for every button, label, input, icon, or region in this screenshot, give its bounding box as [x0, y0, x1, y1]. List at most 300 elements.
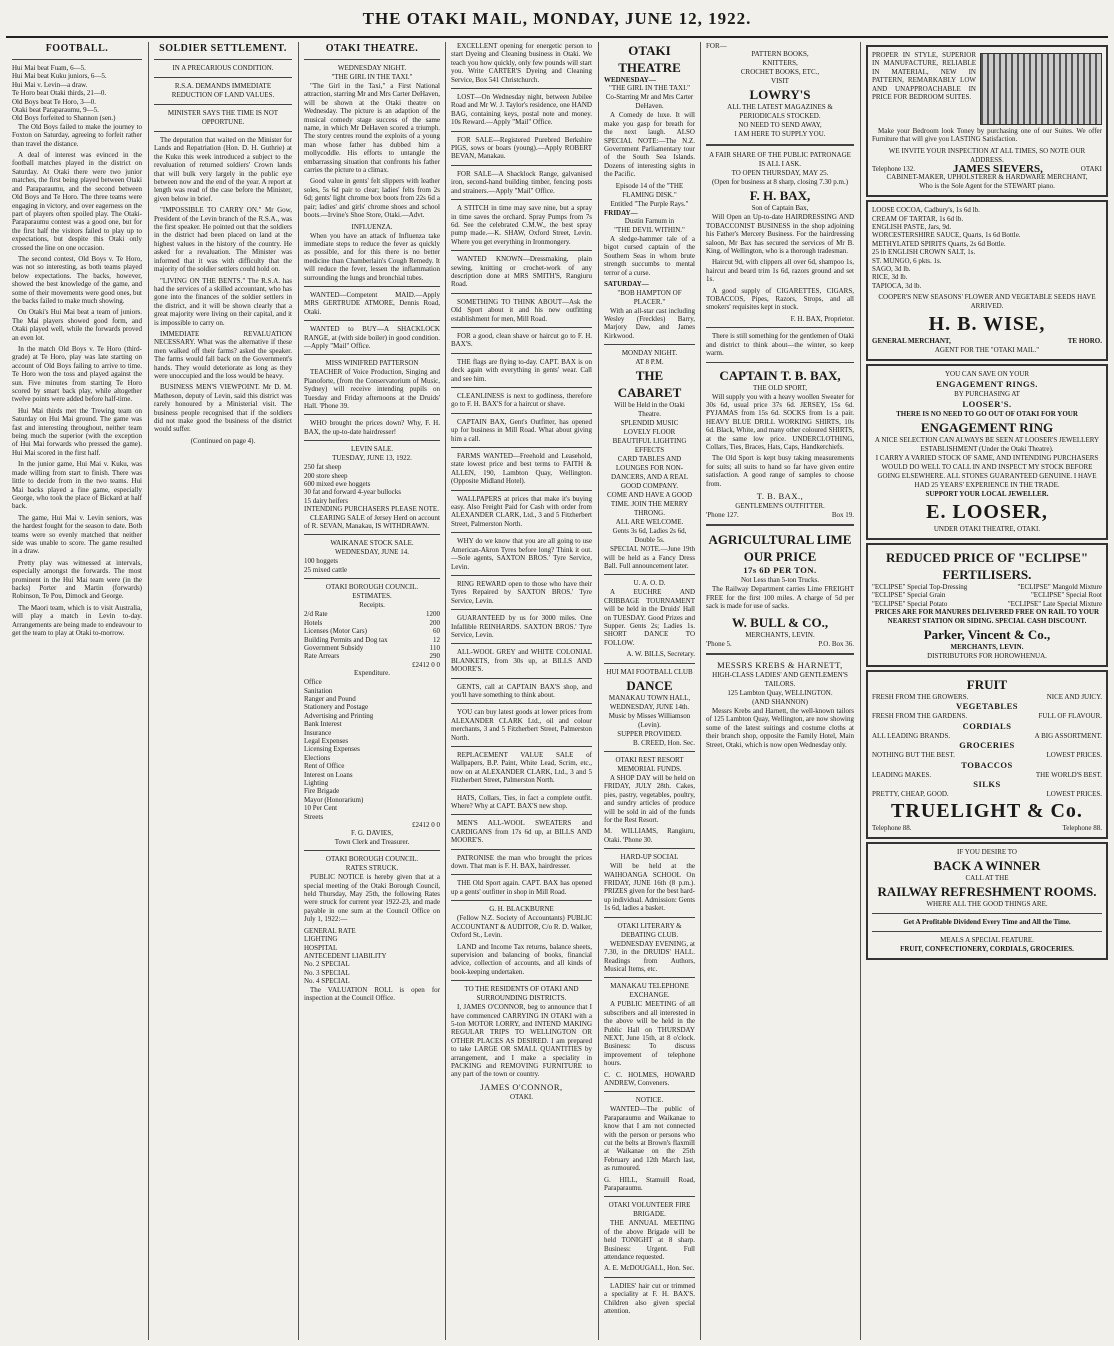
divider: [451, 575, 592, 576]
notice-signature: B. CREED, Hon. Sec.: [632, 738, 695, 747]
eclipse-row: "ECLIPSE" Special Potato "ECLIPSE" Late Special Mixture: [872, 599, 1102, 608]
subheading: NOTICE.: [635, 1096, 664, 1105]
masthead: [0, 0, 1114, 38]
article-paragraph: A deal of interest was evinced in the football matches played in the district on Saturday. At Otaki there were two junior matches, the first being played between Otaki and Paraparaumu, and the second between Old Boys and Te Horo. The three teams were engaging in victory, and over eagerness on the part of players often spoiled play. The Otaki-Paraparaumu contest was a good one, but for the first half the visitors failed to play up to expectations, but despite this Otaki only crossed the line on one occasion.: [12, 151, 142, 252]
bax-hours: (Open for business at 8 sharp, closing 7.30 p.m.): [711, 178, 849, 187]
divider: [604, 663, 695, 664]
fruit-line: NOTHING BUT THE BEST. LOWEST PRICES.: [872, 751, 1102, 760]
notice-text: SPECIAL NOTE.—June 19th will be held as a Fancy Dress Ball. Full announcement later.: [604, 545, 695, 570]
subheading: ESTIMATES.: [352, 592, 392, 601]
divider: [451, 387, 592, 388]
classified-ad: A STITCH in time may save nine, but a spray in time saves the orchard. Spray Pumps from 7s 6d. See the celebrated C.M.W., the best spray pump made.—K. SHAW, Oxford Street, Levin. Where you get everything in Ironmongery.: [451, 204, 592, 246]
article-paragraph: "The Girl in the Taxi," a First National attraction, starring Mr and Mrs Carter DeHaven, will be shown at the Otaki theatre on Wednesday. The picture is an adaption of the musical comedy stage success of the same name, in which Mr DeHaven scored a triumph. The story centres round the exploits of a young man whose father has dubbed him a mollycoddle. His efforts to untangle the embarrassing situation that confronts his father carries the picture to a climax.: [304, 82, 440, 175]
rate-item: HOSPITAL: [304, 943, 338, 952]
lime-text: The Railway Department carries Lime FREIGHT FREE for the first 100 miles. A charge of 5d per sack is made for use of sacks.: [706, 585, 854, 611]
classified-ad: FOR SALE—A Shacklock Range, galvanised iron, second-hand building timber, fencing posts and strainers.—Apply "Mail" Office.: [451, 169, 592, 195]
krebs-sub: HIGH-CLASS LADIES' AND GENTLEMEN'S TAILORS.: [712, 671, 848, 688]
signature: F. G. DAVIES,: [351, 829, 393, 838]
looser-ad: [866, 364, 1108, 540]
divider: [451, 131, 592, 132]
lime-sub: Not Less than 5-ton Trucks.: [741, 576, 819, 585]
article-paragraph: The Old Boys failed to make the journey to Foxton on Saturday, agreeing to forfeit rather than travel the distance.: [12, 122, 142, 148]
expenditure-item: Legal Expenses: [304, 736, 349, 745]
subheading: Will be Held in the Otaki Theatre.: [614, 401, 685, 419]
receipt-row: Rate Arrears 290: [304, 652, 440, 661]
divider: [451, 293, 592, 294]
expenditure-item: Insurance: [304, 728, 332, 737]
winner-text: CALL AT THE: [965, 873, 1009, 882]
looser-support: SUPPORT YOUR LOCAL JEWELLER.: [925, 489, 1049, 498]
fruit-line: FRESH FROM THE GARDENS. FULL OF FLAVOUR.: [872, 712, 1102, 721]
divider: [451, 874, 592, 875]
fruit-category: CORDIALS: [962, 720, 1012, 731]
divider: [604, 574, 695, 575]
krebs-note: (AND SHANNON): [752, 698, 808, 706]
winner-text: WHERE ALL THE GOOD THINGS ARE.: [926, 899, 1048, 908]
sievers-title-row: Telephone 132. JAMES SIEVERS, OTAKI: [872, 162, 1102, 175]
classified-ad: CLEANLINESS is next to godliness, therefore go to F. H. BAX'S for a haircut or shave.: [451, 392, 592, 409]
sale-item: 100 hoggets: [304, 557, 339, 566]
divider: [304, 286, 440, 287]
looser-text: BY PURCHASING AT: [954, 389, 1020, 398]
wise-role-row: GENERAL MERCHANT, TE HORO.: [872, 337, 1102, 346]
divider: [304, 320, 440, 321]
classified-ad: PATRONISE the man who brought the prices down. That man is F. H. BAX, hairdresser.: [451, 853, 592, 871]
article-paragraph: The game, Hui Mai v. Levin seniors, was the hardest fought for the season to date. Both teams were so evenly matched that neither side was unable to score. The game resulted in a draw.: [12, 513, 142, 556]
ticket-prices: Gents 3s 6d, Ladies 2s 6d, Double 5s.: [612, 527, 687, 545]
classified-ad: FARMS WANTED—Freehold and Leasehold, state lowest price and best terms to FAITH & ALLEN, 190, Lambton Quay, Wellington. (Opposite Midland Hotel).: [451, 452, 592, 486]
expenditure-item: Ranger and Pound: [304, 694, 356, 703]
divider: [451, 814, 592, 815]
serial-title: Episode 14 of the "THE FLAMING DISK.": [615, 181, 684, 199]
eclipse-heading: REDUCED PRICE OF "ECLIPSE" FERTILISERS.: [885, 549, 1089, 582]
article-paragraph: In the junior game, Hui Mai v. Kuku, was made willing from start to finish. There was little to decide from in the two teams. Hui Mai backs played a fine game, especially George, who took the place of Bickard at half back.: [12, 460, 142, 511]
classified-ad: HATS, Collars, Ties, in fact a complete outfit. Where? Why at CAPT. BAX'S new shop.: [451, 793, 592, 811]
expenditure-item: Sanitation: [304, 686, 333, 695]
winner-fruit: FRUIT, CONFECTIONERY, CORDIALS, GROCERIES.: [900, 944, 1074, 953]
looser-text: THERE IS NO NEED TO GO OUT OF OTAKI FOR YOUR: [896, 409, 1078, 418]
truelight-name: TRUELIGHT & Co.: [891, 800, 1083, 823]
dance-music: Music by Misses Williamson (Levin).: [608, 711, 691, 729]
grocery-item: SAGO, 3d lb.: [872, 265, 911, 274]
classifieds-column: [451, 42, 592, 1340]
divider: [604, 1196, 695, 1197]
looser-under: UNDER OTAKI THEATRE, OTAKI.: [933, 524, 1041, 533]
result-item: Te Horo beat Otaki thirds, 21—0.: [12, 89, 107, 98]
divider: [304, 414, 440, 415]
divider: [154, 77, 292, 78]
divider: [451, 353, 592, 354]
classified-ad: CLEARING SALE of Jersey Herd on account of R. SEVAN, Manakau, IS WITHDRAWN.: [304, 513, 440, 531]
column-rule: [700, 42, 701, 1340]
divider: [604, 751, 695, 752]
bax-prices: Haircut 9d, with clippers all over 6d, shampoo 1s, haircut and beard trim 1s 6d, razors ground and set 1s.: [706, 258, 854, 284]
divider: [451, 532, 592, 533]
notice-signature: C. C. HOLMES, HOWARD ANDREW, Conveners.: [604, 1070, 695, 1087]
fruit-category: TOBACCOS: [961, 759, 1013, 770]
sale-item: 30 fat and forward 4-year bullocks: [304, 488, 401, 497]
subheading: HARD-UP SOCIAL: [620, 853, 679, 862]
sale-date: WEDNESDAY, JUNE 14.: [335, 548, 409, 557]
divider: [604, 977, 695, 978]
truelight-phones: Telephone 88. Telephone 88.: [872, 824, 1102, 833]
expenditure-item: Licensing Expenses: [304, 745, 360, 754]
subheading: OTAKI BOROUGH COUNCIL.: [325, 855, 419, 864]
film-title: "THE GIRL IN THE TAXI.": [608, 84, 691, 93]
product-item: KNITTERS,: [762, 59, 798, 68]
subheading: TO THE RESIDENTS OF OTAKI AND SURROUNDING DISTRICTS.: [464, 985, 579, 1003]
bax-signature: F. H. BAX, Proprietor.: [790, 314, 854, 323]
grocery-item: ENGLISH PASTE, Jars, 9d.: [872, 223, 952, 232]
divider: [872, 931, 1102, 932]
divider: [604, 344, 695, 345]
sievers-ad: [866, 45, 1108, 197]
masthead-title: THE OTAKI MAIL, MONDAY, JUNE 12, 1922.: [362, 9, 752, 28]
column-rule: [860, 42, 861, 1340]
column-rule: [445, 42, 446, 1340]
classified-ad: WHY do we know that you are all going to use American-Akron Tyres before long? Think it out.—Sole agents, SAXTON BROS.' Tyre Service, Levin.: [451, 537, 592, 571]
cabaret-item: COME AND HAVE A GOOD TIME. JOIN THE MERRY THRONG.: [606, 491, 693, 518]
classified-ad: FOR a good, clean shave or haircut go to F. H. BAX'S.: [451, 331, 592, 349]
result-item: Old Boys forfeited to Shannon (sen.): [12, 114, 116, 123]
divider: [604, 1091, 695, 1092]
subheading: AT 8 P.M.: [635, 358, 664, 367]
classified-ad: WANTED—Competent MAID.—Apply MRS GERTRUDE ATMORE, Dennis Road, Otaki.: [304, 290, 440, 316]
looser-name: LOOSER'S.: [962, 398, 1012, 409]
divider: [304, 850, 440, 851]
receipt-row: 2/d Rate 1200: [304, 610, 440, 619]
article-paragraph: BUSINESS MEN'S VIEWPOINT. Mr D. M. Matheson, deputy of Levin, said this district was rarely honoured by a Ministerial visit. The business people recognised that if the soldiers did not make good the business of the district would suffer.: [154, 383, 292, 434]
divider: [451, 447, 592, 448]
subheading: OTAKI BOROUGH COUNCIL.: [325, 583, 419, 592]
grocery-item: 25 lb ENGLISH CROWN SALT, 1s.: [872, 248, 976, 257]
serial-episode: Entitled "The Purple Rays.": [610, 199, 689, 208]
dance-date: WEDNESDAY, JUNE 14th.: [609, 702, 690, 711]
eclipse-note: PRICES ARE FOR MANURES DELIVERED FREE ON RAIL TO YOUR NEAREST STATION OR SIDING. SPECIAL CASH DISCOUNT.: [874, 607, 1100, 625]
divider: [304, 534, 440, 535]
subheading: OTAKI REST RESORT MEMORIAL FUNDS.: [615, 756, 684, 773]
day-heading: SATURDAY—: [604, 280, 649, 289]
advert-paragraph: Good value in gents' felt slippers with leather soles, 5s 6d pair to clear; ladies' felts from 2s 6d; gents' light chrome box boots from 22s 6d a pair; ladies' and girls' chrome shoes and school boots.—Irvine's Shoe Store, Otaki.—Advt.: [304, 177, 440, 220]
subheading: INFLUENZA.: [351, 222, 393, 231]
result-item: Hui Mai beat Fuam, 6—5.: [12, 64, 86, 72]
sale-item: 600 mixed ewe hoggets: [304, 480, 371, 489]
article-paragraph: Pretty play was witnessed at intervals, especially amongst the forwards. The most prominent in the Hui Mai team were (in the backs) Porter and Martin (forwards) Robinson, Te Pou, Dimock and George.: [12, 558, 142, 601]
film-text: A Comedy de luxe. It will make you gasp for breath for the next laugh. ALSO SPECIAL NOTE:—The N.Z. Government Parliamentary tour of the South Sea Islands. Dozens of interesting sights in the Pacific.: [604, 111, 695, 179]
divider: [706, 524, 854, 526]
looser-text: YOU CAN SAVE ON YOUR: [944, 369, 1029, 378]
expenditure-item: Interest on Loans: [304, 770, 353, 779]
football-heading: FOOTBALL.: [45, 43, 109, 54]
sievers-text: PROPER IN STYLE, SUPERIOR IN MANUFACTURE, RELIABLE IN MATERIAL, NEW IN PATTERN, REMARKABLY LOW AND UNAPPROACHABLE IN PRICE FOR BEDROOM SUITES.: [872, 51, 976, 102]
eclipse-row: "ECLIPSE" Special Top-Dressing "ECLIPSE" Mangold Mixture: [872, 582, 1102, 591]
krebs-text: Messrs Krebs and Harnett, the well-known tailors of 125 Lambton Quay, Wellington, are now showing some of the latest suitings and costume cloths at their branch shop, opposite the Family Hotel, Main Street, Otaki, which is now open Wednesday only.: [706, 707, 854, 749]
grocery-ad: [866, 200, 1108, 360]
fruit-line: ALL LEADING BRANDS. A BIG ASSORTMENT.: [872, 731, 1102, 740]
capt-bax-sub: THE OLD SPORT,: [752, 383, 808, 392]
grocery-item: RICE, 3d lb.: [872, 273, 908, 282]
receipt-row: Government Subsidy 110: [304, 643, 440, 652]
classified-ad: FOR SALE—Registered Purebred Berkshire PIGS, sows or boars (young).—Apply ROBERT BEVAN, Manakau.: [451, 135, 592, 161]
for-label: FOR—: [706, 42, 727, 50]
classified-ad: YOU can buy latest goods at lower prices from ALEXANDER CLARK Ltd., oil and colour merchants, 3 and 5 Fitzherbert Street, Palmerston North.: [451, 708, 592, 742]
bax-sub: Son of Captain Bax,: [751, 204, 809, 213]
cooper-seeds: COOPER'S NEW SEASONS' FLOWER AND VEGETABLE SEEDS HAVE ARRIVED.: [878, 293, 1096, 311]
sale-note: INTENDING PURCHASERS PLEASE NOTE.: [304, 505, 439, 514]
divider: [604, 848, 695, 849]
article-paragraph: IMMEDIATE REVALUATION NECESSARY. What was the alternative if these men walked off their farms? asked the speaker. The farms would fall back on the Government's hands. They would deteriorate as long as they were unoccupied and the loss would be heavy.: [154, 329, 292, 380]
expenditure-item: Advertising and Printing: [304, 711, 374, 720]
looser-rings: ENGAGEMENT RINGS.: [936, 378, 1038, 389]
product-item: CROCHET BOOKS, ETC.,: [740, 68, 820, 77]
divider: [451, 643, 592, 644]
classified-ad: THE flags are flying to-day. CAPT. BAX is on deck again with everything in gents' wear. Call and see him.: [451, 357, 592, 383]
classified-ad: REPLACEMENT VALUE SALE of Wallpapers, B.P. Paint, White Lead, Scrim, etc., now on at ALEXANDER CLARK, Ltd., 3 and 5 Fitzherbert Street, Palmerston North.: [451, 751, 592, 785]
bax-opening: A FAIR SHARE OF THE PUBLIC PATRONAGE IS ALL I ASK.: [709, 151, 851, 169]
continued-note: (Continued on page 4).: [190, 436, 256, 445]
day-heading: WEDNESDAY—: [604, 76, 656, 84]
grocery-item: WORCESTERSHIRE SAUCE, Quarts, 1s 6d Bottle.: [872, 231, 1021, 240]
rate-item: No. 2 SPECIAL: [304, 960, 350, 969]
article-paragraph: On Otaki's Hui Mai beat a team of juniors. The Mai players showed good form, and Otaki played well, while the forwards proved an even lot.: [12, 308, 142, 342]
looser-text: A NICE SELECTION CAN ALWAYS BE SEEN AT LOOSER'S JEWELLERY ESTABLISHMENT (Under the Otaki Theatre).: [874, 435, 1100, 453]
classified-ad: WHO brought the prices down? Why, F. H. BAX, the up-to-date hairdresser!: [304, 419, 440, 436]
theatre-title: OTAKI THEATRE: [618, 43, 681, 75]
refreshment-rooms-ad: [866, 842, 1108, 960]
day-heading: FRIDAY—: [604, 208, 638, 217]
result-item: Old Boys beat Te Horo, 3—0.: [12, 97, 96, 106]
result-item: Hui Mai beat Kuku juniors, 6—5.: [12, 72, 107, 81]
looser-ring: ENGAGEMENT RING: [920, 419, 1054, 435]
divider: [451, 746, 592, 747]
soldier-heading: SOLDIER SETTLEMENT.: [159, 43, 287, 54]
lowrys-text: ALL THE LATEST MAGAZINES & PERIODICALS STOCKED.: [727, 103, 833, 121]
divider: [451, 327, 592, 328]
sievers-role: CABINET-MAKER, UPHOLSTERER & HARDWARE MERCHANT,: [886, 173, 1088, 182]
article-paragraph: "LIVING ON THE BENTS." The R.S.A. has had the services of a skilled accountant, who has gone into the finances of the soldier settlers in the district, and it will be shown clearly that a great majority were living on their capital, and it is impossible to carry on.: [154, 276, 292, 327]
bull-contact: 'Phone 5. P.O. Box 36.: [706, 639, 854, 648]
grocery-item: METHYLATED SPIRITS Quarts, 2s 6d Bottle.: [872, 239, 1006, 248]
film-text: A sledge-hammer tale of a bigot cursed captain of the Southern Seas in whom brute strength succumbs to mental terror of a curse.: [604, 235, 695, 277]
football-results: [12, 64, 142, 123]
cabaret-item: BEAUTIFUL LIGHTING EFFECTS: [612, 437, 687, 455]
eclipse-row: "ECLIPSE" Special Grain "ECLIPSE" Special Root: [872, 591, 1102, 600]
shops-column: [706, 42, 854, 1340]
divider: [451, 678, 592, 679]
cabaret-title: THE CABARET: [617, 368, 682, 401]
classified-ad: RING REWARD open to those who have their Tyres Repaired by SAXTON BROS.' Tyre Service, Levin.: [451, 579, 592, 605]
article-paragraph: In the match Old Boys v. Te Horo (third-grade) at Te Horo, play was late starting on account of Old Boys failing to arrive to time. Te Horo won the toss and played against the sun. Five minutes from starting Te Horo scored by smart back play, while altogether twelve points were added before half-time.: [12, 345, 142, 404]
divider: [451, 789, 592, 790]
receipt-row: Building Permits and Dog tax 12: [304, 635, 440, 644]
subheading: IN A PRECARIOUS CONDITION.: [172, 64, 274, 72]
krebs-address: 125 Lambton Quay, WELLINGTON.: [727, 689, 833, 697]
rate-item: No. 3 SPECIAL: [304, 968, 350, 977]
divider: [706, 362, 854, 363]
capt-bax-signature: T. B. BAX.,: [756, 490, 804, 501]
lime-price: 17s 6D PER TON.: [743, 565, 817, 576]
cabaret-item: SPLENDID MUSIC: [620, 419, 679, 428]
divider: [451, 199, 592, 200]
divider: [604, 1277, 695, 1278]
subheading: Receipts.: [359, 601, 385, 610]
rate-item: No. 4 SPECIAL: [304, 977, 350, 986]
subheading: MANAKAU TELEPHONE EXCHANGE.: [610, 982, 689, 1000]
theatre-programme-column: [604, 42, 695, 1340]
column-rule: [598, 42, 599, 1340]
expenditure-item: Fire Brigade: [304, 787, 340, 796]
film-title: "THE DEVIL WITHIN.": [614, 226, 685, 235]
notice-signature: A. E. McDOUGALL, Hon. Sec.: [604, 1264, 695, 1273]
parker-name: Parker, Vincent & Co.,: [923, 626, 1051, 642]
notice-signature: M. WILLIAMS, Rangiuru, Otaki. 'Phone 30.: [604, 827, 695, 844]
divider: [451, 490, 592, 491]
film-title: "BOB HAMPTON OF PLACER.": [617, 288, 682, 306]
grocery-item: ST. MUNGO, 6 pkts. 1s.: [872, 256, 942, 265]
divider: [706, 327, 854, 328]
divider: [706, 144, 854, 146]
divider: [451, 413, 592, 414]
classified-ad: WANTED KNOWN—Dressmaking, plain sewing, knitting or crochet-work of any description done at MRS SMITH'S, Rangiuru Road.: [451, 255, 592, 289]
notice-text: Will be held at the WAIHOANGA SCHOOL On FRIDAY, JUNE 16th (8 p.m.). PRIZES given for the best hard-up individual. Admission: Gents 1s 6d, ladies a basket.: [604, 862, 695, 913]
signature-role: Town Clerk and Treasurer.: [334, 837, 410, 846]
divider: [154, 59, 292, 60]
capt-bax-name: CAPTAIN T. B. BAX,: [719, 367, 841, 383]
divider: [604, 917, 695, 918]
classified-ad: MEN'S ALL-WOOL SWEATERS and CARDIGANS from 17s 6d up, at BILLS AND MOORE'S.: [451, 819, 592, 845]
cabaret-item: LOVELY FLOOR: [623, 428, 676, 437]
dance-supper: SUPPER PROVIDED.: [617, 729, 682, 738]
divider: [451, 165, 592, 166]
classified-ad: CAPTAIN BAX, Gent's Outfitter, has opened up for business in Mill Road. What about giving him a call.: [451, 417, 592, 443]
expenditure-item: Bank Interest: [304, 720, 342, 729]
subheading: HUI MAI FOOTBALL CLUB: [606, 667, 693, 676]
subheading: Expenditure.: [354, 669, 390, 678]
divider: [304, 59, 440, 60]
winner-dividend: Get A Profitable Dividend Every Time and All the Time.: [903, 917, 1071, 926]
expenditure-item: Mayor (Honorarium): [304, 795, 364, 804]
film-stars: Dustin Farnum in: [624, 217, 675, 226]
classified-ad: GUARANTEED by us for 3000 miles. One Infallible REINHARDS. SAXTON BROS.' Tyre Service, Levin.: [451, 614, 592, 639]
article-paragraph: When you have an attack of Influenza take immediate steps to reduce the fever as quickly as possible, and for this there is no better medicine than Chamberlain's Cough Remedy. It will reduce the fever, lessen the inflammation surrounding the lungs and bronchial tubes.: [304, 231, 440, 282]
column-rule: [148, 42, 149, 1340]
notice-text: THE ANNUAL MEETING of the above Brigade will be held TONIGHT at 8 sharp. Business: Urgent. Full attendance requested.: [604, 1219, 695, 1262]
expenditure-item: 10 Per Cent: [304, 804, 338, 813]
fruit-category: SILKS: [973, 778, 1001, 789]
receipt-row: Licenses (Motor Cars) 60: [304, 627, 440, 636]
article-paragraph: The deputation that waited on the Minister for Lands and Repatriation (Hon. D. H. Guthrie) at the Kuku this week introduced a subject to the revaluation of returned soldiers' Crown lands that will bulk very largely in the public eye between now and the end of the year. A report at length was read of the case before the Minister, given below in brief.: [154, 136, 292, 203]
sale-item: 25 mixed cattle: [304, 565, 348, 574]
parker-sub: MERCHANTS, LEVIN.: [950, 642, 1024, 651]
wise-agent: AGENT FOR THE "OTAKI MAIL.": [934, 345, 1040, 354]
receipt-row: Hotels 200: [304, 618, 440, 627]
subheading: RATES STRUCK.: [345, 864, 399, 873]
sievers-agent: Who is the Sole Agent for the STEWART piano.: [919, 182, 1055, 191]
subheading: MINISTER SAYS THE TIME IS NOT OPPORTUNE.: [167, 109, 279, 126]
dance-venue: MANAKAU TOWN HALL,: [608, 693, 691, 702]
capt-bax-text: Will supply you with a heavy woollen Sweater for 30s 6d, usual price 37s 6d. JERSEY, 15s 6d. PYJAMAS from 15s 6d. SOCKS from 1s a pair. HEAVY BLUE DRILL WORKING SHIRTS, 10s 6d. Black, White, and many other coloured SHIRTS, at the same low price. UNDERCLOTHING, Collars, Ties, Braces, Hats, Caps, Handkerchiefs.: [706, 392, 854, 451]
grocery-item: TAPIOCA, 3d lb.: [872, 281, 922, 290]
classified-ad: SOMETHING TO THINK ABOUT—Ask the Old Sport about it and his new outfitting establishment for men, Mill Road.: [451, 297, 592, 323]
article-paragraph: The second contest, Old Boys v. Te Horo, was not so interesting, as both teams played below expectations. The backs, however, showed the best knowledge of the game, and some of their movements were good ones, but the backs failed to make much showing.: [12, 254, 142, 305]
fruit-line: FRESH FROM THE GROWERS. NICE AND JUICY.: [872, 692, 1102, 701]
sale-item: 250 fat sheep: [304, 463, 342, 472]
divider: [451, 609, 592, 610]
expenditure-item: Elections: [304, 753, 331, 762]
result-item: Otaki beat Paraparaumu, 9—5.: [12, 106, 99, 115]
notice-text: WEDNESDAY EVENING, at 7.30, in the DRUIDS' HALL. Readings from Authors, Musical Items, etc.: [604, 939, 695, 973]
parker-dist: DISTRIBUTORS FOR HOROWHENUA.: [927, 651, 1047, 660]
notice-text: A PUBLIC MEETING of all subscribers and all interested in the above will be held in the Public Hall on THURSDAY NEXT, June 15th, at 8 o'clock. Business: To discuss improvement of telephone hours.: [604, 1000, 695, 1068]
cabaret-item: CARD TABLES AND LOUNGES FOR NON-DANCERS, AND A REAL GOOD COMPANY.: [610, 455, 688, 491]
classified-ad: WANTED to BUY—A SHACKLOCK RANGE, at (with side boiler) in good condition.—Apply "Mail" Office.: [304, 325, 440, 350]
sale-item: 15 dairy heifers: [304, 496, 348, 505]
expenditure-item: Stationery and Postage: [304, 703, 369, 712]
subheading: MONDAY NIGHT.: [621, 349, 678, 358]
bull-name: W. BULL & CO.,: [731, 614, 829, 630]
notice-signature: A. W. BILLS, Secretary.: [626, 650, 695, 659]
article-paragraph: The VALUATION ROLL is open for inspection at the Council Office.: [304, 985, 440, 1002]
classified-ad: GENTS, call at CAPTAIN BAX'S shop, and you'll have something to think about.: [451, 682, 592, 699]
rate-item: LIGHTING: [304, 935, 338, 944]
article-paragraph: "IMPOSSIBLE TO CARRY ON." Mr Gow, President of the Levin branch of the R.S.A., was the first speaker. He pointed out that the soldiers in the district had been placed on land at the highest values in the history of the country. He asked for a revaluation. The Minister was informed that it was with difficulty that the majority of the soldier settlers could hold on.: [154, 206, 292, 274]
divider: [706, 653, 854, 655]
subheading: WEDNESDAY NIGHT.: [337, 64, 407, 72]
rate-item: GENERAL RATE: [304, 926, 356, 935]
fruit-line: LEADING MAKES. THE WORLD'S BEST.: [872, 770, 1102, 779]
result-item: Hui Mai v. Levin—a draw.: [12, 80, 88, 89]
article-paragraph: The Maori team, which is to visit Australia, will play a match in Levin to-day. Arrangements are being made to endeavour to get the team to play at Otaki to-morrow.: [12, 603, 142, 637]
grocery-item: LOOSE COCOA, Cadbury's, 1s 6d lb.: [872, 206, 980, 215]
film-text: With an all-star cast including Wesley (Freckles) Barry, Marjory Daw, and James Kirkwood.: [604, 306, 695, 340]
bax-opening: TO OPEN THURSDAY, MAY 25.: [731, 169, 829, 178]
divider: [12, 59, 142, 60]
masthead-rule: [6, 36, 1108, 38]
winner-meals: MEALS A SPECIAL FEATURE.: [940, 935, 1034, 944]
subheading: WAIKANAE STOCK SALE.: [330, 539, 414, 548]
fruit-line: PRETTY, CHEAP, GOOD. LOWEST PRICES.: [872, 789, 1102, 798]
truelight-ad: [866, 670, 1108, 839]
bax-name: F. H. BAX,: [749, 188, 811, 204]
bax-text: Will Open an Up-to-date HAIRDRESSING AND TOBACCONIST BUSINESS in the shop adjoining his Father's Mercery Business. For the hairdressing saloon, Mr Bax has secured the services of Mr B. King, of Wellington, who is a thorough tradesman.: [706, 213, 854, 256]
advertiser-place: OTAKI.: [510, 1092, 533, 1101]
divider: [872, 913, 1102, 914]
fruit-category: VEGETABLES: [955, 701, 1018, 712]
winner-text: IF YOU DESIRE TO: [957, 847, 1017, 856]
expenditure-item: Office: [304, 678, 322, 687]
dance-title: DANCE: [626, 677, 673, 693]
subheading: MISS WINIFRED PATTERSON: [325, 359, 419, 368]
subheading: R.S.A. DEMANDS IMMEDIATE REDUCTION OF LAND VALUES.: [171, 82, 275, 99]
wise-name: H. B. WISE,: [928, 313, 1046, 336]
subheading: G. H. BLACKBURNE: [489, 905, 554, 914]
bax-stock: A good supply of CIGARETTES, CIGARS, TOBACCOS, Pipes, Razors, Strops, and all smokers' requisites kept in stock.: [706, 286, 854, 312]
sievers-text: Make your Bedroom look Toney by purchasing one of our Suites. We offer Furniture that will give you LASTING Satisfaction.: [872, 127, 1102, 144]
classified-ad: WALLPAPERS at prices that make it's buying easy. Also Freight Paid for Cash with order from ALEXANDER CLARK, Ltd., 3 and 5 Fitzherbert Street, Palmerston North.: [451, 494, 592, 528]
article-paragraph: PUBLIC NOTICE is hereby given that at a special meeting of the Otaki Borough Council, held Thursday, May 25th, the following Rates were struck for current year 1922-23, and made payable in one sum at the Council Office on July 1, 1922:—: [304, 873, 440, 924]
notice-text: A SHOP DAY will be held on FRIDAY, JULY 28th. Cakes, pies, pastry, vegetables, poultry, and sundry articles of produce will be sold in aid of the funds for the Rest Resort.: [604, 774, 695, 825]
divider: [451, 88, 592, 89]
product-item: PATTERN BOOKS,: [751, 50, 809, 59]
classified-ad: LOST—On Wednesday night, between Jubilee Road and Mr W. J. Taylor's residence, one HAND BAG, containing keys, postal note and money. 10s Reward.—Apply "Mail" Office.: [451, 93, 592, 127]
notice-signature: G. HILL, Stamuill Road, Paraparaumu.: [604, 1175, 695, 1193]
film-stars: Co-Starring Mr and Mrs Carter DeHaven.: [605, 93, 694, 111]
football-column: [12, 42, 142, 1340]
advertiser-name: JAMES O'CONNOR,: [480, 1081, 563, 1092]
subheading: U. A. O. D.: [633, 579, 666, 588]
lowrys-name: LOWRY'S: [749, 87, 811, 103]
divider: [451, 980, 592, 981]
